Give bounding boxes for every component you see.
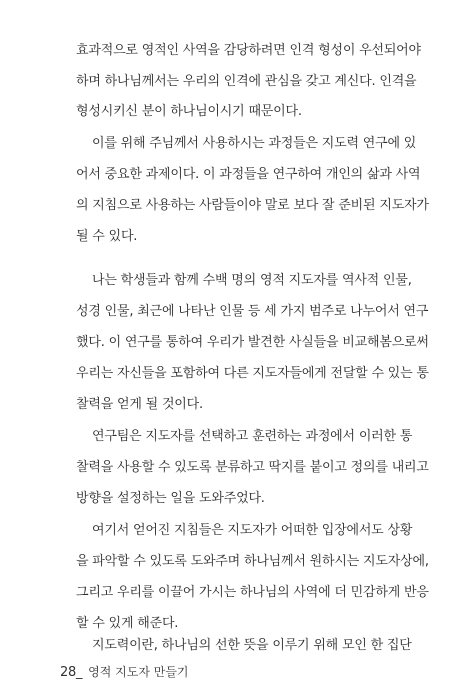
text-line: 될 수 있다. [76, 229, 138, 244]
text-line: 을 파악할 수 있도록 도와주며 하나님께서 원하시는 지도자상에, [76, 554, 429, 569]
text-line: 연구팀은 지도자를 선택하고 훈련하는 과정에서 이러한 통 [92, 429, 413, 444]
text-line: 했다. 이 연구를 통하여 우리가 발견한 사실들을 비교해봄으로써 [76, 335, 429, 350]
text-line: 지도력이란, 하나님의 선한 뜻을 이루기 위해 모인 한 집단 [92, 638, 412, 653]
page-number: 28_ [60, 665, 83, 680]
book-title: 영적 지도자 만들기 [88, 665, 189, 679]
text-line: 방향을 설정하는 일을 도와주었다. [76, 491, 265, 506]
text-line: 성경 인물, 최근에 나타난 인물 등 세 가지 범주로 나누어서 연구 [76, 304, 429, 319]
text-line: 우리는 자신들을 포함하여 다른 지도자들에게 전달할 수 있는 통 [76, 366, 429, 381]
text-line: 하며 하나님께서는 우리의 인격에 관심을 갖고 계신다. 인격을 [76, 74, 417, 89]
text-line: 효과적으로 영적인 사역을 감당하려면 인격 형성이 우선되어야 [76, 43, 421, 58]
text-line: 찰력을 얻게 될 것이다. [76, 397, 203, 412]
text-line: 나는 학생들과 함께 수백 명의 영적 지도자를 역사적 인물, [92, 273, 412, 288]
text-line: 형성시키신 분이 하나님이시기 때문이다. [76, 104, 302, 119]
text-line: 그리고 우리를 이끌어 가시는 하나님의 사역에 더 민감하게 반응 [76, 585, 429, 600]
text-line: 의 지침으로 사용하는 사람들이야 말로 보다 잘 준비된 지도자가 [76, 198, 429, 213]
page-footer [60, 663, 189, 681]
text-line: 이를 위해 주님께서 사용하시는 과정들은 지도력 연구에 있 [92, 136, 417, 151]
text-line: 할 수 있게 해준다. [76, 616, 179, 631]
text-line: 어서 중요한 과제이다. 이 과정들을 연구하여 개인의 삶과 사역 [76, 167, 421, 182]
text-line: 찰력을 사용할 수 있도록 분류하고 딱지를 붙이고 정의를 내리고 [76, 460, 429, 475]
text-line: 여기서 얻어진 지침들은 지도자가 어떠한 입장에서도 상황 [92, 523, 413, 538]
